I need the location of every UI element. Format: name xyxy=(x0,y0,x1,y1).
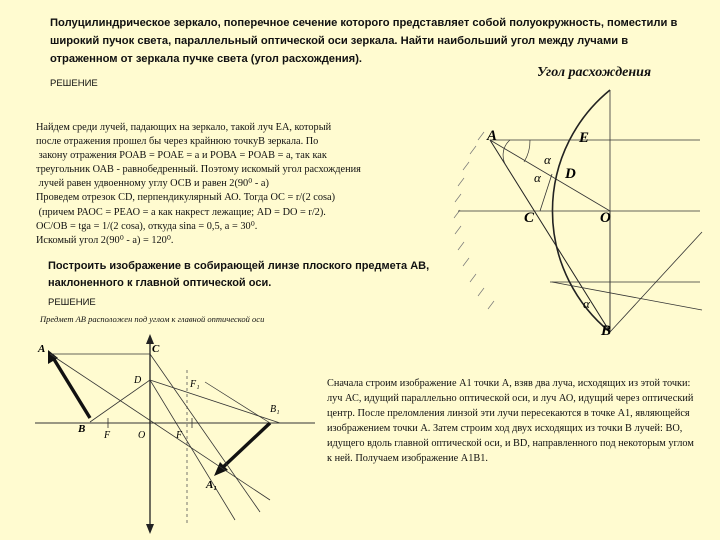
solution-line: Искомый угол 2(90⁰ - a) = 120⁰. xyxy=(36,234,174,246)
solution-line: после отражения прошел бы через крайнюю точкуВ зеркала. По xyxy=(36,136,319,148)
label-A: A xyxy=(487,128,498,144)
problem2-figure-caption: Предмет АВ расположен под углом к главной оптической оси xyxy=(40,314,265,324)
problem1-statement: Полуцилиндрическое зеркало, поперечное сечение которого представляет собой полуокружность, поместили в широкий пучок света, параллельный оптической оси зеркала. Найти наибольший угол между лучами в отраженном от зеркала пучке света (угол расхождения). xyxy=(50,17,678,65)
label-B: B xyxy=(78,423,86,435)
radius-AO xyxy=(490,140,610,211)
problem2-statement: Построить изображение в собирающей линзе плоского предмета АВ, наклоненного к главной оптической оси. xyxy=(48,260,430,289)
lens-diagram xyxy=(30,330,320,535)
problem1-figure-caption: Угол расхождения xyxy=(537,65,652,80)
label-F-right: F xyxy=(176,430,183,441)
problem1-solution xyxy=(36,121,436,248)
solution-line: Проведем отрезок CD, перпендикулярный АО. Тогда ОС = r/(2 cosa) xyxy=(36,192,336,204)
solution-line: (причем РАОС = РЕАО = a как накрест лежащие; AD = DO = r/2). xyxy=(36,206,326,218)
solution-line: лучей равен удвоенному углу ОСВ и равен 2(90⁰ - a) xyxy=(36,178,269,190)
object-AB xyxy=(52,356,90,418)
ray-AB xyxy=(490,140,610,332)
problem2-solution: Сначала строим изображение А1 точки А, взяв два луча, исходящих из этой точки: луч АС, идущий параллельно оптической оси, и луч АО, идущий через оптический центр. После преломления линзой эти лучи пересекаются в точке А1, являющейся изображением точки А. Затем строим ход двух исходящих из точки В лучей: ВО, идущего вдоль главной оптической оси, и BD, направленного под некоторым углом к ней. Получаем изображение А1В1. xyxy=(327,378,694,465)
label-O: O xyxy=(138,430,146,441)
mirror-diagram xyxy=(440,82,710,342)
label-C: C xyxy=(524,210,535,226)
solution-line: закону отражения РОАВ = РОАЕ = a и РОВА = РОАВ = a, так как xyxy=(36,150,327,162)
label-D: D xyxy=(565,166,576,182)
solution-line: Найдем среди лучей, падающих на зеркало, такой луч ЕА, который xyxy=(36,122,332,133)
label-F1: F₁ xyxy=(190,379,200,390)
label-B: B xyxy=(601,323,612,339)
label-alpha-1: α xyxy=(544,152,551,167)
image-A1B1 xyxy=(220,423,270,470)
label-A: A xyxy=(38,343,46,355)
label-O: O xyxy=(600,210,611,226)
solution-line: треугольник ОАВ - равнобедренный. Поэтому искомый угол расхождения xyxy=(36,164,361,176)
problem2-solution-label: РЕШЕНИЕ xyxy=(48,297,96,308)
label-C: C xyxy=(152,343,160,355)
label-alpha-2: α xyxy=(534,170,541,185)
label-B1: B₁ xyxy=(270,404,280,415)
label-F-left: F xyxy=(104,430,111,441)
label-E: E xyxy=(579,130,590,146)
segment-CD xyxy=(540,174,552,211)
label-D: D xyxy=(134,375,142,386)
solution-line: OC/OB = tga = 1/(2 cosa), откуда sina = 0,5, a = 30⁰. xyxy=(36,220,258,232)
problem1-solution-label: РЕШЕНИЕ xyxy=(50,78,98,89)
label-A1: A₁ xyxy=(206,479,218,491)
label-alpha-3: α xyxy=(583,296,590,311)
